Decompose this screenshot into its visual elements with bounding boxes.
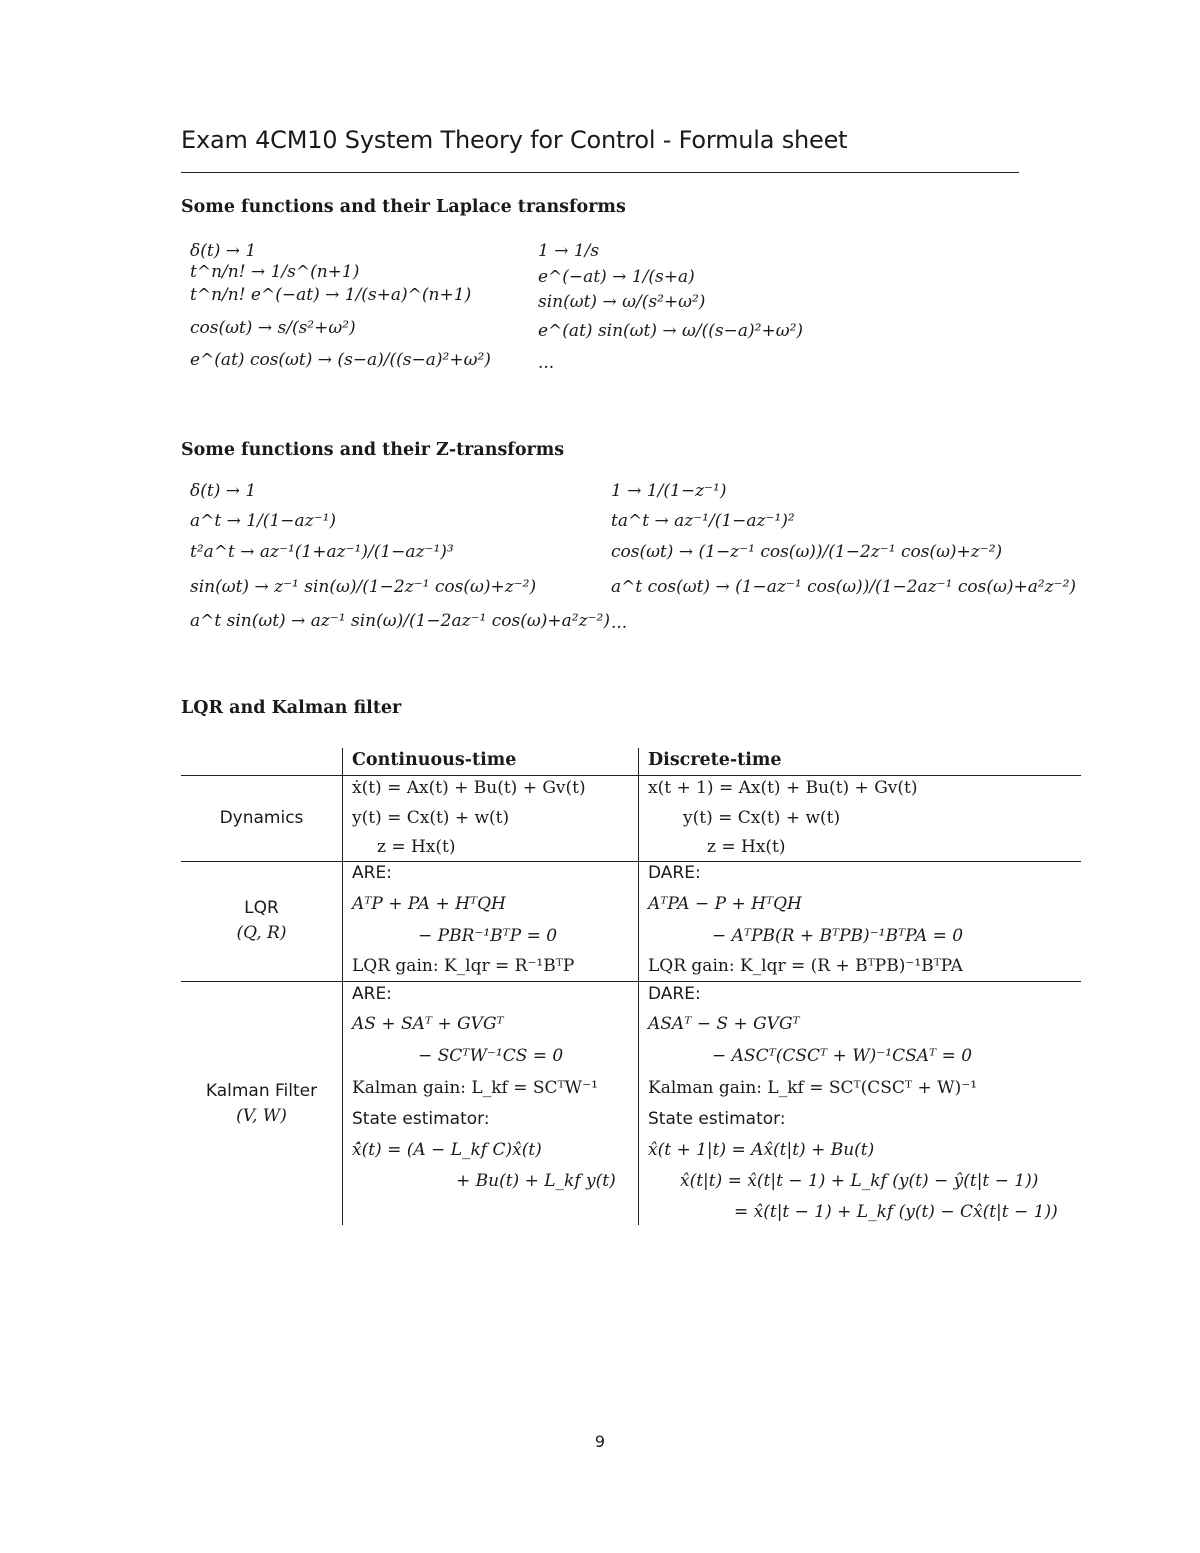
laplace-formula: t^n/n! → 1/s^(n+1) — [190, 262, 360, 282]
table-cell: − AᵀPB(R + BᵀPB)⁻¹BᵀPA = 0 — [712, 926, 964, 946]
row-label-lqr — [181, 896, 342, 946]
table-cell: Kalman gain: L_kf = SCᵀW⁻¹ — [352, 1078, 598, 1098]
title-divider — [181, 172, 1019, 173]
lqr-kalman-heading: LQR and Kalman filter — [181, 698, 402, 718]
table-cell: AᵀP + PA + HᵀQH — [352, 894, 506, 914]
row-label-kalman — [181, 1079, 342, 1129]
laplace-formula: t^n/n! e^(−at) → 1/(s+a)^(n+1) — [190, 285, 472, 305]
row-label-lqr-title: LQR — [244, 898, 279, 918]
laplace-formula: e^(−at) → 1/(s+a) — [538, 267, 695, 287]
table-cell: DARE: — [648, 984, 701, 1004]
table-divider-2 — [638, 748, 639, 1225]
table-row-rule — [181, 861, 1081, 862]
row-label-kalman-title: Kalman Filter — [205, 1081, 318, 1101]
ztransform-formula: t²a^t → az⁻¹(1+az⁻¹)/(1−az⁻¹)³ — [190, 542, 454, 562]
table-header-rule — [181, 775, 1081, 776]
table-cell: − SCᵀW⁻¹CS = 0 — [418, 1046, 564, 1066]
table-cell: x̂(t|t) = x̂(t|t − 1) + L_kf (y(t) − ŷ(t|t − 1)) — [680, 1171, 1039, 1191]
table-cell: Kalman gain: L_kf = SCᵀ(CSCᵀ + W)⁻¹ — [648, 1078, 978, 1098]
table-cell: State estimator: — [648, 1109, 786, 1129]
page-number: 9 — [594, 1432, 606, 1451]
table-cell: y(t) = Cx(t) + w(t) — [683, 808, 841, 828]
table-cell: x̂(t + 1|t) = Ax̂(t|t) + Bu(t) — [648, 1140, 875, 1160]
table-cell: ẋ(t) = Ax(t) + Bu(t) + Gv(t) — [352, 778, 586, 798]
column-header-continuous: Continuous-time — [352, 750, 517, 770]
table-cell: AS + SAᵀ + GVGᵀ — [352, 1014, 504, 1034]
laplace-formula: 1 → 1/s — [538, 241, 600, 261]
table-cell: LQR gain: K_lqr = (R + BᵀPB)⁻¹BᵀPA — [648, 956, 963, 976]
laplace-ellipsis: ... — [538, 353, 555, 373]
row-label-dynamics: Dynamics — [219, 808, 304, 828]
table-cell: LQR gain: K_lqr = R⁻¹BᵀP — [352, 956, 575, 976]
table-cell: ASAᵀ − S + GVGᵀ — [648, 1014, 800, 1034]
laplace-formula: cos(ωt) → s/(s²+ω²) — [190, 318, 356, 338]
ztransform-formula: 1 → 1/(1−z⁻¹) — [611, 481, 727, 501]
table-cell: State estimator: — [352, 1109, 490, 1129]
table-cell: AᵀPA − P + HᵀQH — [648, 894, 802, 914]
row-label-kalman-params: (V, W) — [236, 1106, 287, 1126]
page-title: Exam 4CM10 System Theory for Control - Formula sheet — [181, 126, 848, 154]
table-cell: z = Hx(t) — [707, 837, 786, 857]
laplace-heading: Some functions and their Laplace transforms — [181, 197, 626, 217]
table-cell: DARE: — [648, 863, 701, 883]
table-cell: − PBR⁻¹BᵀP = 0 — [418, 926, 558, 946]
ztransform-ellipsis: ... — [611, 613, 628, 633]
table-cell: z = Hx(t) — [377, 837, 456, 857]
table-cell: x̂̇(t) = (A − L_kf C)x̂(t) — [352, 1140, 542, 1160]
laplace-formula: e^(at) cos(ωt) → (s−a)/((s−a)²+ω²) — [190, 350, 491, 370]
ztransform-formula: δ(t) → 1 — [190, 481, 257, 501]
table-row-rule — [181, 981, 1081, 982]
laplace-formula: e^(at) sin(ωt) → ω/((s−a)²+ω²) — [538, 321, 804, 341]
table-cell: ARE: — [352, 863, 392, 883]
table-cell: − ASCᵀ(CSCᵀ + W)⁻¹CSAᵀ = 0 — [712, 1046, 973, 1066]
table-cell: x(t + 1) = Ax(t) + Bu(t) + Gv(t) — [648, 778, 918, 798]
ztransform-formula: a^t → 1/(1−az⁻¹) — [190, 511, 337, 531]
table-cell: ARE: — [352, 984, 392, 1004]
ztransform-formula: sin(ωt) → z⁻¹ sin(ω)/(1−2z⁻¹ cos(ω)+z⁻²) — [190, 577, 537, 597]
row-label-lqr-params: (Q, R) — [236, 923, 287, 943]
ztransform-formula: ta^t → az⁻¹/(1−az⁻¹)² — [611, 511, 795, 531]
ztransform-formula: cos(ωt) → (1−z⁻¹ cos(ω))/(1−2z⁻¹ cos(ω)+z⁻²) — [611, 542, 1003, 562]
table-cell: = x̂(t|t − 1) + L_kf (y(t) − Cx̂(t|t − 1)) — [734, 1202, 1058, 1222]
ztransform-formula: a^t cos(ωt) → (1−az⁻¹ cos(ω))/(1−2az⁻¹ cos(ω)+a²z⁻²) — [611, 577, 1077, 597]
table-cell: y(t) = Cx(t) + w(t) — [352, 808, 510, 828]
table-cell: + Bu(t) + L_kf y(t) — [456, 1171, 616, 1191]
ztransform-heading: Some functions and their Z-transforms — [181, 440, 565, 460]
table-divider-1 — [342, 748, 343, 1225]
ztransform-formula: a^t sin(ωt) → az⁻¹ sin(ω)/(1−2az⁻¹ cos(ω)+a²z⁻²) — [190, 611, 610, 631]
laplace-formula: sin(ωt) → ω/(s²+ω²) — [538, 292, 706, 312]
column-header-discrete: Discrete-time — [648, 750, 782, 770]
laplace-formula: δ(t) → 1 — [190, 241, 257, 261]
